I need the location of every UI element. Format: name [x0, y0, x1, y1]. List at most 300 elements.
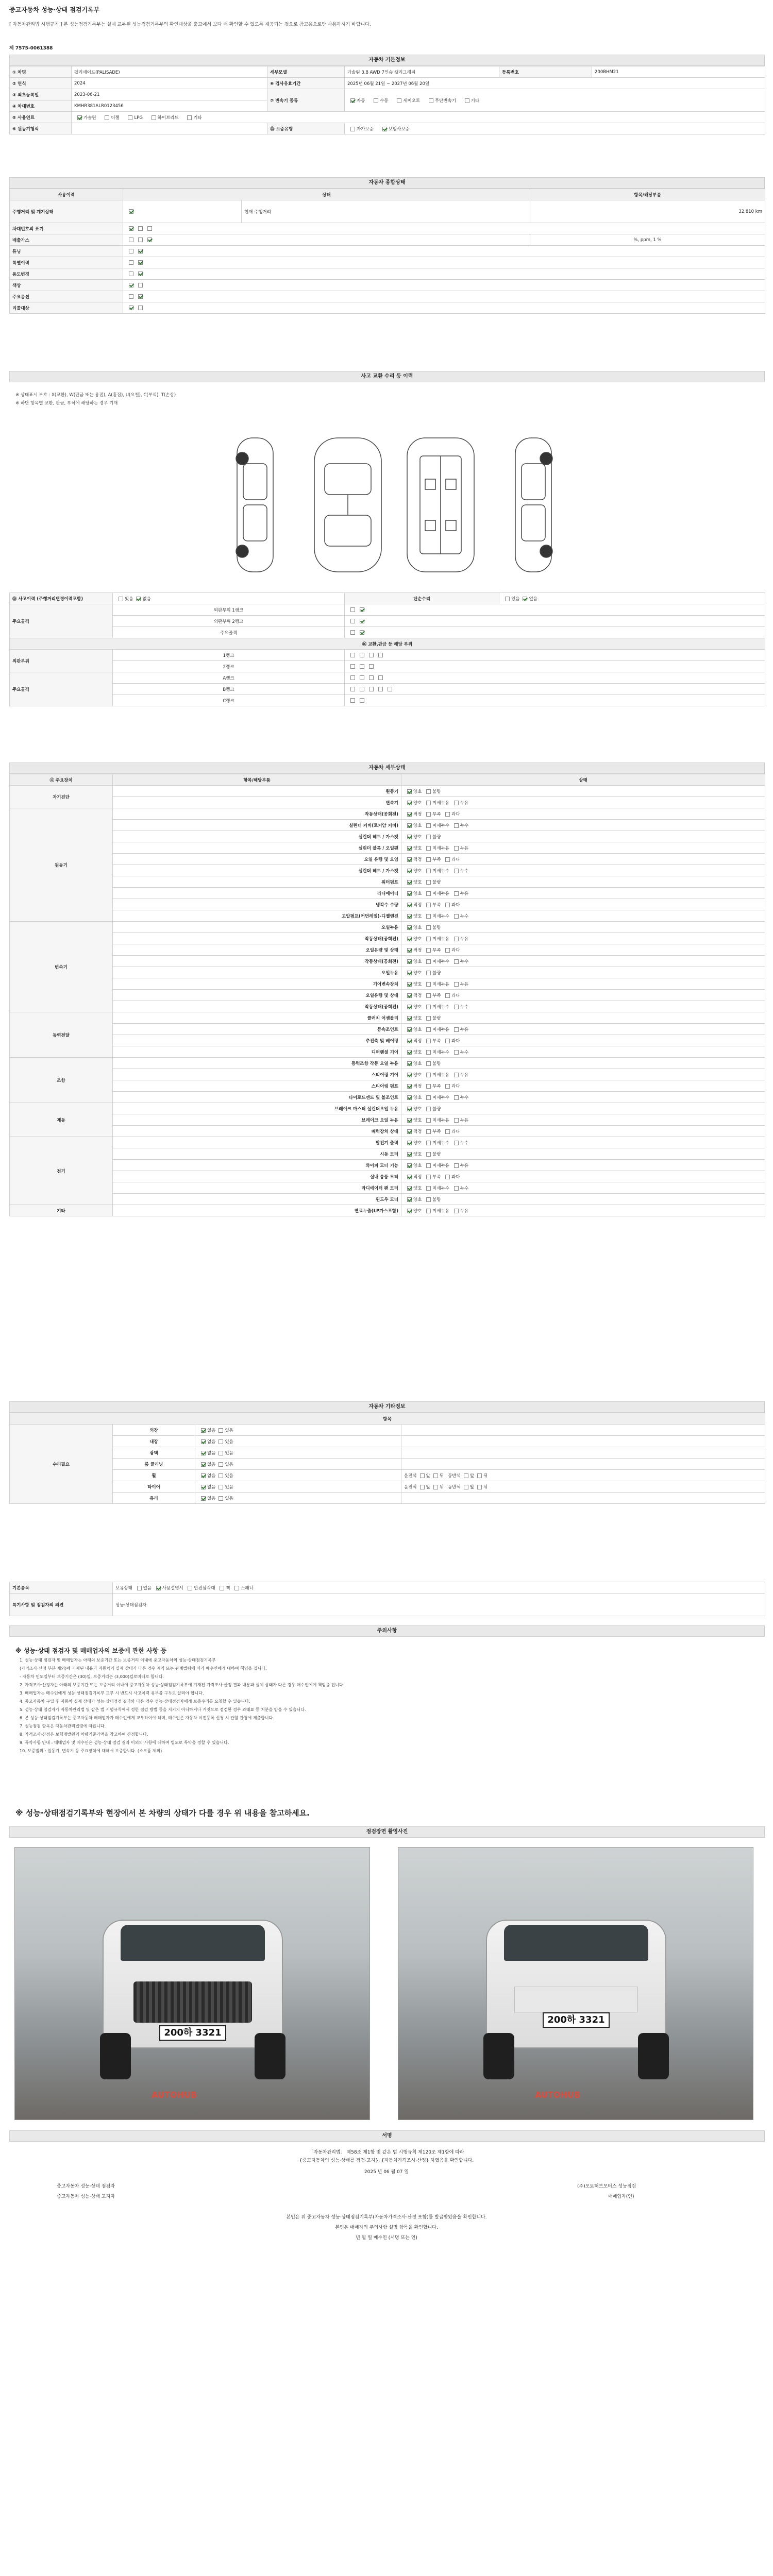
detail-row: 작동상태(공회전) 양호 미세누수 누수 [10, 1001, 765, 1012]
detail-item-label: 타이로드엔드 및 볼조인트 [113, 1092, 401, 1103]
checkbox[interactable] [445, 1039, 450, 1043]
checkbox[interactable] [426, 1197, 431, 1202]
detail-row: 실린더 커버(로커암 커버) 양호 미세누수 누수 [10, 820, 765, 831]
detail-row: 등속조인트 양호 미세누유 누유 [10, 1024, 765, 1035]
checkbox[interactable] [426, 903, 431, 907]
label-first-reg: ③ 최초등록일 [10, 89, 72, 100]
checkbox[interactable] [397, 98, 401, 103]
checkbox[interactable] [426, 1107, 431, 1111]
front-photo [14, 1847, 370, 2120]
checkbox[interactable] [407, 1197, 412, 1202]
checkbox[interactable] [445, 1129, 450, 1134]
label-opinion: 특기사항 및 점검자의 의견 [10, 1594, 113, 1616]
checkbox[interactable] [201, 1473, 206, 1478]
checkbox[interactable] [454, 1141, 459, 1145]
detail-status-table: ⑰ 주요장치 항목/해당부품 상태 자기진단 원동기 양호 불량 변속기 양호 미세누유 누유 원동기 작동상태(공회전) 적정 부족 과다 실린더 커버(로커암 커버) 양호 미세누수 누수 실린더 헤드 / 가스켓 양호 불량 실린더 블록 / 오일팬 양호 미세누유 누유 오일 유량 및 오염 적정 부족 과다 실린더 헤드 / 가스켓 양호 미세누수 누수 워터펌프 양호 불량 라디에이터 양호 미세누유 누유 냉각수 수량 적정 부족 과다 고압펌프(커먼레일)-디젤엔진 양호 미세누수 누수 변속기 오일누유 양호 불량 작동상태(공회전) 양호 미세누유 누유 오일유량 및 상태 적정 부족 과다 작동상태(공회전) 양호 미세누수 누수 오일누유 양호 불량 기어변속장치 양호 미세누유 누유 오일유량 및 상태 적정 부족 과다 작동상태(공회전) 양호 미세누수 누수 동력전달 클러치 어셈블리 양호 불량 등속조인트 양호 미세누유 누유 추진축 및 베어링 적정 부족 과다 디퍼렌셜 기어 양호 미세누수 누수 조향 동력조향 작동 오일 누유 양호 불량 스티어링 기어 양호 미세누유 누유 스티어링 펌프 적정 부족 과다 타이로드엔드 및 볼조인트 양호 미세누수 누수 제동 브레이크 마스터 실린더오일 누유 양호 불량 브레이크 오일 누유 양호 미세누유 누유 배력장치 상태 적정 부족 과다 전기 발전기 출력 양호 미세누수 누수 시동 모터 양호 불량 와이퍼 모터 기능 양호 미세누유 누유 실내 송풍 모터 적정 부족 과다 라디에이터 팬 모터 양호 미세누수 누수 윈도우 모터 양호 불량 기타 연료누출(LP가스포함) 양호 미세누유 누유 [9, 774, 765, 1216]
checkbox[interactable] [219, 1485, 223, 1489]
checkbox[interactable] [407, 1095, 412, 1100]
checkbox[interactable] [407, 801, 412, 805]
checkbox[interactable] [350, 675, 355, 680]
detail-row: 실내 송풍 모터 적정 부족 과다 [10, 1171, 765, 1182]
col-status: 상태 [123, 189, 530, 200]
detail-item-label: 동력조향 작동 오일 누유 [113, 1058, 401, 1069]
checkbox[interactable] [426, 1141, 431, 1145]
label-warranty: ⑬ 보증유형 [267, 123, 345, 134]
detail-item-label: 연료누출(LP가스포함) [113, 1205, 401, 1216]
checkbox[interactable] [445, 948, 450, 953]
detail-row: 오일 유량 및 오염 적정 부족 과다 [10, 854, 765, 865]
checkbox[interactable] [374, 98, 378, 103]
diagram-legend-2: ※ 하단 항목별 교환, 판금, 부식에 해당하는 경우 기재 [15, 401, 118, 406]
checkbox[interactable] [147, 238, 152, 242]
checkbox[interactable] [360, 698, 364, 703]
checkbox[interactable] [234, 1586, 239, 1590]
checkbox[interactable] [454, 1005, 459, 1009]
checkbox[interactable] [220, 1586, 224, 1590]
checkbox[interactable] [219, 1451, 223, 1455]
basic-info-header: 자동차 기본정보 [9, 55, 765, 66]
checkbox[interactable] [445, 857, 450, 862]
checkbox[interactable] [426, 823, 431, 828]
checkbox[interactable] [426, 1175, 431, 1179]
checkbox[interactable] [426, 891, 431, 896]
checkbox[interactable] [407, 971, 412, 975]
checkbox[interactable] [407, 1061, 412, 1066]
checkbox[interactable] [360, 630, 364, 635]
buyer-sign-line: 년 월 일 매수인 (서명 또는 인) [356, 2235, 417, 2241]
checkbox[interactable] [360, 607, 364, 612]
checkbox[interactable] [407, 1163, 412, 1168]
checkbox[interactable] [369, 675, 374, 680]
checkbox[interactable] [407, 846, 412, 851]
checkbox[interactable] [77, 115, 82, 120]
detail-item-label: 오일유량 및 상태 [113, 990, 401, 1001]
checkbox[interactable] [420, 1473, 425, 1478]
checkbox[interactable] [138, 249, 143, 253]
checkbox[interactable] [350, 127, 355, 131]
checkbox[interactable] [407, 835, 412, 839]
checkbox[interactable] [201, 1462, 206, 1467]
etc-repair-label: 수리필요 [10, 1425, 113, 1504]
label-outer-panel: 외판부위 [10, 650, 113, 672]
checkbox[interactable] [350, 630, 355, 635]
checkbox[interactable] [454, 1209, 459, 1213]
checkbox[interactable] [201, 1451, 206, 1455]
checkbox[interactable] [454, 1163, 459, 1168]
detail-item-label: 시동 모터 [113, 1148, 401, 1160]
checkbox[interactable] [426, 789, 431, 794]
checkbox[interactable] [350, 607, 355, 612]
checkbox[interactable] [426, 1084, 431, 1089]
detail-item-label: 윈도우 모터 [113, 1194, 401, 1205]
checkbox[interactable] [350, 687, 355, 691]
checkbox[interactable] [426, 869, 431, 873]
checkbox[interactable] [369, 664, 374, 669]
checkbox[interactable] [454, 937, 459, 941]
checkbox[interactable] [129, 306, 133, 310]
checkbox[interactable] [129, 238, 133, 242]
document-title: 중고자동차 성능·상태 점검기록부 [9, 6, 100, 13]
checkbox[interactable] [138, 260, 143, 265]
detail-item-label: 작동상태(공회전) [113, 956, 401, 967]
checkbox[interactable] [138, 238, 143, 242]
sign-line-1: 「자동차관리법」 제58조 제1항 및 같은 법 시행규칙 제120조 제1항에 따라 [309, 2150, 464, 2155]
checkbox[interactable] [426, 1129, 431, 1134]
checkbox[interactable] [219, 1439, 223, 1444]
checkbox[interactable] [369, 687, 374, 691]
checkbox[interactable] [454, 1186, 459, 1191]
checkbox[interactable] [407, 812, 412, 817]
checkbox[interactable] [426, 801, 431, 805]
label-vin-mark: 차대번호의 표기 [10, 223, 123, 234]
checkbox[interactable] [407, 959, 412, 964]
label-engine-type: ⑥ 원동기형식 [10, 123, 72, 134]
label-basic-tools: 기본품목 [10, 1582, 113, 1594]
checkbox[interactable] [378, 687, 383, 691]
checkbox[interactable] [138, 226, 143, 231]
checkbox[interactable] [426, 846, 431, 851]
checkbox[interactable] [445, 993, 450, 998]
checkbox[interactable] [201, 1496, 206, 1501]
checkbox[interactable] [407, 1141, 412, 1145]
checkbox[interactable] [407, 1027, 412, 1032]
checkbox[interactable] [138, 283, 143, 287]
detail-group-label: 변속기 [10, 922, 113, 1012]
detail-row: 라디에이터 양호 미세누유 누유 [10, 888, 765, 899]
checkbox[interactable] [407, 869, 412, 873]
checkbox[interactable] [201, 1439, 206, 1444]
car-front-top-icon [314, 438, 381, 572]
parts-header: ⑯ 교환,판금 등 해당 부위 [10, 638, 765, 650]
checkbox[interactable] [129, 209, 133, 214]
appraiser-name: 매매업자(인) [608, 2194, 634, 2199]
checkbox[interactable] [388, 687, 392, 691]
checkbox[interactable] [138, 272, 143, 276]
checkbox[interactable] [426, 1016, 431, 1021]
checkbox[interactable] [426, 1027, 431, 1032]
checkbox[interactable] [426, 1163, 431, 1168]
checkbox[interactable] [407, 1039, 412, 1043]
checkbox[interactable] [156, 1586, 161, 1590]
notice-line: 9. 특약사항 안내 : 매매업자 및 매수인은 성능·상태 점검 결과 이외의 사항에 대하여 별도로 특약을 정할 수 있습니다. [20, 1740, 229, 1745]
fuel-options: 가솔린 디젤 LPG 하이브리드 기타 [72, 112, 765, 123]
detail-row: 워터펌프 양호 불량 [10, 876, 765, 888]
checkbox[interactable] [454, 801, 459, 805]
detail-item-label: 스티어링 펌프 [113, 1080, 401, 1092]
label-color: 색상 [10, 280, 123, 291]
value-year: 2024 [72, 78, 267, 89]
checkbox[interactable] [360, 687, 364, 691]
checkbox[interactable] [136, 597, 141, 601]
col-items: 항목/해당부품 [530, 189, 765, 200]
accident-history-header: 사고 교환 수리 등 이력 [9, 371, 765, 382]
detail-item-label: 라디에이터 팬 모터 [113, 1182, 401, 1194]
notice-emphasis: ※ 성능·상태점검기록부와 현장에서 본 차량의 상태가 다를 경우 위 내용을 참고하세요. [15, 1808, 310, 1818]
checkbox[interactable] [407, 1107, 412, 1111]
notice-line: 6. 본 성능·상태점검기록부는 중고자동차 매매업자가 매수인에게 교부하여야 하며, 매수인은 자동차 이전등록 신청 시 관할 관청에 제출합니다. [20, 1716, 274, 1720]
detail-item-label: 작동상태(공회전) [113, 933, 401, 944]
checkbox[interactable] [407, 1118, 412, 1123]
checkbox[interactable] [407, 903, 412, 907]
checkbox[interactable] [407, 1152, 412, 1157]
checkbox[interactable] [407, 1005, 412, 1009]
car-diagram [227, 428, 567, 582]
receive-line-2: 본인은 매매자의 주의사항 설명 항목을 확인합니다. [335, 2225, 438, 2230]
etc-row: 휠 없음 있음 운전석 앞 뒤 동반석 앞 뒤 [10, 1470, 765, 1481]
checkbox[interactable] [129, 283, 133, 287]
detail-item-label: 스티어링 기어 [113, 1069, 401, 1080]
detail-item-label: 작동상태(공회전) [113, 1001, 401, 1012]
checkbox[interactable] [378, 653, 383, 657]
floor-logo: AUTOHUB [535, 2090, 580, 2099]
photo-section-header: 점검장면 촬영사진 [9, 1826, 765, 1838]
checkbox[interactable] [407, 925, 412, 930]
checkbox[interactable] [137, 1586, 142, 1590]
checkbox[interactable] [426, 925, 431, 930]
detail-item-label: 클러치 어셈블리 [113, 1012, 401, 1024]
label-reg-no: 등록번호 [499, 66, 592, 78]
detail-row: 전기 발전기 출력 양호 미세누수 누수 [10, 1137, 765, 1148]
general-condition-header: 자동차 종합상태 [9, 177, 765, 189]
checkbox[interactable] [407, 789, 412, 794]
license-plate: 200하 3321 [159, 2025, 226, 2041]
label-vin: ④ 차대번호 [10, 100, 72, 112]
detail-item-label: 등속조인트 [113, 1024, 401, 1035]
checkbox[interactable] [454, 846, 459, 851]
checkbox[interactable] [454, 1073, 459, 1077]
checkbox[interactable] [454, 914, 459, 919]
checkbox[interactable] [201, 1485, 206, 1489]
notice-line: - 자동차 인도일부터 보증기간은 (30)일, 보증거리는 (3,000)킬로미터로 합니다. [20, 1674, 164, 1679]
checkbox[interactable] [426, 959, 431, 964]
checkbox[interactable] [426, 1152, 431, 1157]
detail-item-label: 작동상태(공회전) [113, 808, 401, 820]
checkbox[interactable] [477, 1485, 482, 1489]
checkbox[interactable] [407, 1209, 412, 1213]
checkbox[interactable] [426, 948, 431, 953]
detail-row: 시동 모터 양호 불량 [10, 1148, 765, 1160]
etc-row: 내장 없음 있음 [10, 1436, 765, 1447]
checkbox[interactable] [426, 1050, 431, 1055]
general-condition-table [9, 189, 765, 314]
checkbox[interactable] [426, 1061, 431, 1066]
checkbox[interactable] [152, 115, 156, 120]
checkbox[interactable] [219, 1496, 223, 1501]
checkbox[interactable] [426, 812, 431, 817]
notice-line: 10. 보증범위 : 원동기, 변속기 등 주요장치에 대해서 보증합니다. (소모품 제외) [20, 1749, 162, 1753]
checkbox[interactable] [407, 823, 412, 828]
checkbox[interactable] [350, 664, 355, 669]
etc-row: 타이어 없음 있음 운전석 앞 뒤 동반석 앞 뒤 [10, 1481, 765, 1493]
checkbox[interactable] [426, 1186, 431, 1191]
detail-row: 추진축 및 베어링 적정 부족 과다 [10, 1035, 765, 1046]
checkbox[interactable] [407, 914, 412, 919]
checkbox[interactable] [426, 937, 431, 941]
notice-line: 4. 중고자동차 구입 후 자동차 실제 상태가 성능·상태점검 결과와 다른 경우 성능·상태점검자에게 보증수리를 요청할 수 있습니다. [20, 1699, 250, 1704]
checkbox[interactable] [407, 1016, 412, 1021]
checkbox[interactable] [464, 1485, 468, 1489]
detail-row: 배력장치 상태 적정 부족 과다 [10, 1126, 765, 1137]
checkbox[interactable] [454, 823, 459, 828]
checkbox[interactable] [360, 653, 364, 657]
checkbox[interactable] [138, 294, 143, 299]
detail-row: 기어변속장치 양호 미세누유 누유 [10, 978, 765, 990]
checkbox[interactable] [407, 937, 412, 941]
checkbox[interactable] [407, 982, 412, 987]
detail-item-label: 와이퍼 모터 기능 [113, 1160, 401, 1171]
checkbox[interactable] [464, 1473, 468, 1478]
checkbox[interactable] [465, 98, 469, 103]
inspector-name: (주)오토허브모터스 성능점검 [577, 2184, 636, 2189]
checkbox[interactable] [454, 1027, 459, 1032]
checkbox[interactable] [407, 880, 412, 885]
checkbox[interactable] [445, 903, 450, 907]
value-vin: KMHR381ALR0123456 [72, 100, 267, 112]
checkbox[interactable] [426, 993, 431, 998]
checkbox[interactable] [119, 597, 123, 601]
checkbox[interactable] [433, 1473, 438, 1478]
notice-line: 7. 성능점검 항목은 자동차관리법령에 따릅니다. [20, 1724, 106, 1728]
checkbox[interactable] [426, 857, 431, 862]
checkbox[interactable] [407, 1050, 412, 1055]
checkbox[interactable] [420, 1485, 425, 1489]
detail-group-label: 자기진단 [10, 786, 113, 808]
checkbox[interactable] [187, 115, 192, 120]
detail-group-label: 전기 [10, 1137, 113, 1205]
checkbox[interactable] [426, 914, 431, 919]
checkbox[interactable] [350, 619, 355, 623]
detail-item-label: 기어변속장치 [113, 978, 401, 990]
car-side-right-icon [515, 438, 552, 572]
checkbox[interactable] [445, 1175, 450, 1179]
notice-body [20, 1656, 751, 1755]
detail-item-label: 원동기 [113, 786, 401, 797]
checkbox[interactable] [369, 653, 374, 657]
detail-row: 변속기 양호 미세누유 누유 [10, 797, 765, 808]
checkbox[interactable] [129, 272, 133, 276]
checkbox[interactable] [454, 1118, 459, 1123]
checkbox[interactable] [454, 1095, 459, 1100]
checkbox[interactable] [426, 835, 431, 839]
checkbox[interactable] [407, 891, 412, 896]
checkbox[interactable] [129, 294, 133, 299]
checkbox[interactable] [407, 1186, 412, 1191]
checkbox[interactable] [429, 98, 433, 103]
checkbox[interactable] [426, 880, 431, 885]
checkbox[interactable] [188, 1586, 192, 1590]
detail-item-label: 배력장치 상태 [113, 1126, 401, 1137]
detail-item-label: 실린더 헤드 / 가스켓 [113, 831, 401, 842]
detail-row: 제동 브레이크 마스터 실린더오일 누유 양호 불량 [10, 1103, 765, 1114]
checkbox[interactable] [407, 857, 412, 862]
checkbox[interactable] [407, 948, 412, 953]
checkbox[interactable] [407, 1073, 412, 1077]
etc-row: 광택 없음 있음 [10, 1447, 765, 1459]
checkbox[interactable] [350, 698, 355, 703]
checkbox[interactable] [407, 993, 412, 998]
checkbox[interactable] [129, 226, 133, 231]
checkbox[interactable] [454, 1050, 459, 1055]
checkbox[interactable] [350, 98, 355, 103]
diagram-legend: ※ 상태표시 부호 : X(교환), W(판금 또는 용접), A(흠집), U(요철), C(부식), T(손상) [15, 393, 176, 398]
checkbox[interactable] [128, 115, 132, 120]
value-inspection-period: 2025년 06월 21일 ~ 2027년 06월 20일 [345, 78, 765, 89]
etc-row: 룸 클리닝 없음 있음 [10, 1459, 765, 1470]
detail-group-label: 동력전달 [10, 1012, 113, 1058]
checkbox[interactable] [129, 260, 133, 265]
checkbox[interactable] [219, 1462, 223, 1467]
notice-title: ※ 성능·상태 점검자 및 매매업자의 보증에 관한 사항 등 [15, 1647, 167, 1654]
checkbox[interactable] [105, 115, 109, 120]
checkbox[interactable] [201, 1428, 206, 1433]
checkbox[interactable] [407, 1084, 412, 1089]
checkbox[interactable] [378, 675, 383, 680]
checkbox[interactable] [382, 127, 387, 131]
checkbox[interactable] [219, 1428, 223, 1433]
checkbox[interactable] [477, 1473, 482, 1478]
checkbox[interactable] [523, 597, 527, 601]
label-model-detail: 세부모델 [267, 66, 345, 78]
checkbox[interactable] [426, 1209, 431, 1213]
checkbox[interactable] [505, 597, 510, 601]
warranty-options: 자가보증 보험사보증 [345, 123, 765, 134]
checkbox[interactable] [454, 982, 459, 987]
checkbox[interactable] [360, 675, 364, 680]
license-plate: 200하 3321 [543, 2012, 610, 2028]
checkbox[interactable] [426, 982, 431, 987]
checkbox[interactable] [445, 812, 450, 817]
checkbox[interactable] [426, 1095, 431, 1100]
label-year: ② 연식 [10, 78, 72, 89]
checkbox[interactable] [426, 1005, 431, 1009]
receive-line: 본인은 위 중고자동차 성능·상태점검기록부(자동차가격조사·산정 포함)를 발급받았음을 확인합니다. [286, 2215, 487, 2220]
checkbox[interactable] [219, 1473, 223, 1478]
detail-row: 오일누유 양호 불량 [10, 967, 765, 978]
checkbox[interactable] [129, 249, 133, 253]
etc-extra-table: 기본품목 보유상태 없음 사용설명서 안전삼각대 잭 스패너 특기사항 및 점검자의 의견 성능·상태점검자 [9, 1582, 765, 1616]
checkbox[interactable] [454, 869, 459, 873]
detail-item-label: 발전기 출력 [113, 1137, 401, 1148]
checkbox[interactable] [454, 891, 459, 896]
checkbox[interactable] [360, 619, 364, 623]
value-reg-no: 200BHM21 [592, 66, 765, 78]
checkbox[interactable] [350, 653, 355, 657]
checkbox[interactable] [426, 1039, 431, 1043]
checkbox[interactable] [454, 959, 459, 964]
detail-item-label: 오일누유 [113, 967, 401, 978]
checkbox[interactable] [433, 1485, 438, 1489]
sign-date: 2025 년 06 월 07 일 [364, 2170, 409, 2175]
checkbox[interactable] [138, 306, 143, 310]
notice-line: (가격조사·산정 부분 제외)에 기재된 내용과 자동차의 실제 상태가 다른 경우 계약 또는 관계법령에 따라 매수인에게 대하여 책임을 집니다. [20, 1666, 267, 1671]
checkbox[interactable] [445, 1084, 450, 1089]
detail-item-label: 냉각수 수량 [113, 899, 401, 910]
checkbox[interactable] [147, 226, 152, 231]
etc-item-label: 내장 [113, 1436, 195, 1447]
detail-row: 조향 동력조향 작동 오일 누유 양호 불량 [10, 1058, 765, 1069]
label-frame: 주요골격 [10, 604, 113, 638]
detail-row: 기타 연료누출(LP가스포함) 양호 미세누유 누유 [10, 1205, 765, 1216]
checkbox[interactable] [426, 1073, 431, 1077]
checkbox[interactable] [426, 971, 431, 975]
checkbox[interactable] [360, 664, 364, 669]
checkbox[interactable] [426, 1118, 431, 1123]
checkbox[interactable] [407, 1175, 412, 1179]
detail-item-label: 워터펌프 [113, 876, 401, 888]
value-car-name: 펠리세이드(PALISADE) [72, 66, 267, 78]
checkbox[interactable] [407, 1129, 412, 1134]
detail-row: 디퍼렌셜 기어 양호 미세누수 누수 [10, 1046, 765, 1058]
